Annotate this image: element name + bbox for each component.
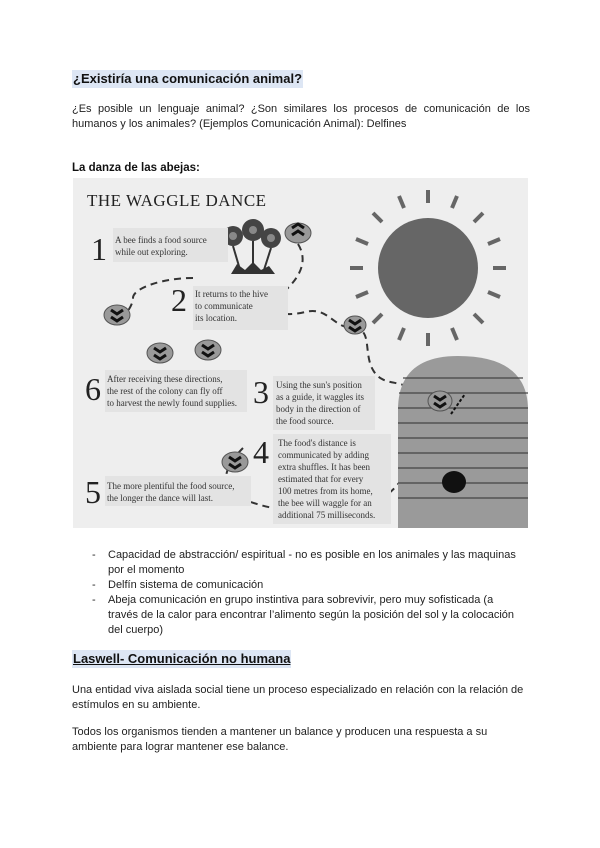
step-text-5-line-2: the longer the dance will last.	[107, 493, 213, 503]
step-text-6-line-3: to harvest the newly found supplies.	[107, 398, 237, 408]
step-text-4-line-6: the bee will waggle for an	[278, 498, 372, 508]
waggle-dance-figure	[73, 178, 528, 528]
list-item: - Abeja comunicación en grupo instintiva para sobrevivir, pero muy sofisticada (a través de la calor para encontrar l’alimento según la posición del sol y la colocación del cuerpo)	[92, 593, 522, 638]
step-text-5-line-1: The more plentiful the food source,	[107, 481, 235, 491]
step-text-2-line-1: It returns to the hive	[195, 289, 268, 299]
step-text-3-line-4: the food source.	[276, 416, 334, 426]
list-item: - Capacidad de abstracción/ espiritual - no es posible en los animales y las maquinas por el momento	[92, 548, 522, 578]
step-text-4-line-2: communicated by adding	[278, 450, 369, 460]
step-number-5: 5	[85, 474, 101, 510]
laswell-paragraph-2: Todos los organismos tienden a mantener un balance y producen una respuesta a su ambiente para lograr mantener ese balance.	[72, 726, 488, 753]
step-text-3-line-1: Using the sun's position	[276, 380, 362, 390]
step-text-3-line-2: as a guide, it waggles its	[276, 392, 364, 402]
step-number-3: 3	[253, 374, 269, 410]
step-text-2-line-3: its location.	[195, 313, 237, 323]
step-text-2-line-2: to communicate	[195, 301, 253, 311]
list-item: - Delfín sistema de comunicación	[92, 578, 522, 593]
intro-paragraph: ¿Es posible un lenguaje animal? ¿Son similares los procesos de comunicación de los humanos y los animales? (Ejemplos Comunicación Animal): Delfines	[72, 103, 530, 130]
step-number-1: 1	[91, 231, 107, 267]
step-text-6-line-2: the rest of the colony can fly off	[107, 386, 223, 396]
step-text-3-line-3: body in the direction of	[276, 404, 361, 414]
step-text-4-line-7: additional 75 milliseconds.	[278, 510, 376, 520]
step-number-4: 4	[253, 434, 269, 470]
step-text-1-line-2: while out exploring.	[115, 247, 188, 257]
laswell-paragraph-1: Una entidad viva aislada social tiene un proceso especializado en relación con la relación de estímulos en su ambiente.	[72, 684, 524, 711]
figure-title: THE WAGGLE DANCE	[87, 191, 267, 210]
subsection-title: La danza de las abejas:	[72, 162, 200, 174]
section-title: ¿Existiría una comunicación animal?	[73, 71, 303, 86]
step-text-4-line-5: 100 metres from its home,	[278, 486, 373, 496]
step-text-4-line-4: estimated that for every	[278, 474, 364, 484]
step-text-6-line-1: After receiving these directions,	[107, 374, 223, 384]
step-number-2: 2	[171, 282, 187, 318]
section-title-laswell: Laswell- Comunicación no humana	[73, 651, 291, 666]
step-text-4-line-1: The food's distance is	[278, 438, 356, 448]
bullet-list	[92, 548, 522, 638]
step-number-6: 6	[85, 371, 101, 407]
step-text-4-line-3: extra shuffles. It has been	[278, 462, 371, 472]
beehive-icon	[398, 356, 528, 528]
step-text-1-line-1: A bee finds a food source	[115, 235, 207, 245]
